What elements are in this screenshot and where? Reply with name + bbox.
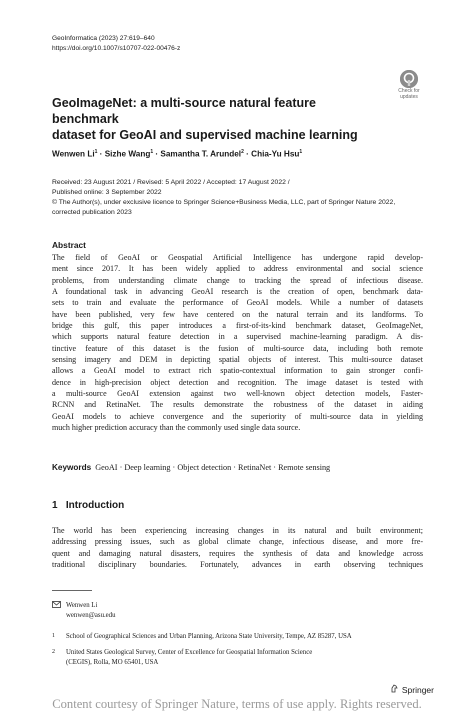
body-line: addressing pressing issues, such as global climate change, infectious disease, and more fre- bbox=[52, 537, 423, 547]
doi-link[interactable]: https://doi.org/10.1007/s10707-022-00476-z bbox=[52, 44, 181, 52]
corresponding-email[interactable]: wenwen@asu.edu bbox=[66, 611, 116, 619]
abstract-heading: Abstract bbox=[52, 240, 86, 250]
abstract-line: tinctive feature of this dataset is the fusion of multi-source data, including both remote bbox=[52, 343, 423, 353]
abstract-line: which supports natural feature detection in a supervised machine-learning paradigm. A dis- bbox=[52, 332, 423, 342]
affiliation-2 bbox=[52, 648, 422, 668]
author-separator: · bbox=[155, 149, 159, 159]
abstract-line: problems, from understanding climate change to tracking the spread of infectious disease. bbox=[52, 275, 423, 285]
author-name[interactable]: Samantha T. Arundel bbox=[160, 149, 242, 159]
affiliation-number: 2 bbox=[52, 649, 55, 655]
author-separator: · bbox=[246, 149, 249, 159]
body-line: The world has been experiencing increasing changes in its natural and built environment; bbox=[52, 526, 423, 535]
abstract-line: sensing imagery and DEM in depicting spatial objects of interest. This multi-source dataset bbox=[52, 355, 423, 365]
body-line: quent and damaging natural disasters, requires the synthesis of data and knowledge across bbox=[52, 548, 423, 558]
title-line: dataset for GeoAI and supervised machine learning bbox=[52, 128, 358, 142]
keyword: GeoAI bbox=[95, 463, 118, 472]
title-line: GeoImageNet: a multi-source natural feature benchmark bbox=[52, 96, 316, 126]
abstract-line: a multi-source GeoAI extension against two well-known object detection models, Faster- bbox=[52, 389, 423, 399]
crossmark-icon bbox=[400, 70, 418, 88]
affiliation-text: (CEGIS), Rolla, MO 65401, USA bbox=[66, 658, 159, 666]
abstract-line: bridge this gulf, this paper introduces a first-of-its-kind benchmark dataset, GeoImageNet, bbox=[52, 321, 423, 331]
correction-line: corrected publication 2023 bbox=[52, 209, 132, 216]
footnote-divider bbox=[52, 590, 92, 591]
keyword-separator: · bbox=[119, 463, 123, 472]
envelope-icon bbox=[52, 601, 61, 613]
author-name[interactable]: Chia-Yu Hsu bbox=[251, 149, 300, 159]
springer-horse-icon bbox=[390, 684, 399, 695]
keyword: Remote sensing bbox=[278, 463, 331, 472]
publisher-name: Springer bbox=[401, 684, 434, 695]
keyword-separator: · bbox=[273, 463, 277, 472]
keyword: Deep learning bbox=[124, 463, 171, 472]
section-heading bbox=[52, 500, 124, 511]
publication-dates bbox=[52, 178, 432, 218]
publisher-logo bbox=[390, 684, 434, 695]
keyword-separator: · bbox=[172, 463, 176, 472]
author-list bbox=[52, 149, 302, 159]
affiliation-mark: 1 bbox=[299, 149, 303, 155]
abstract-line: ment since 2017. It has been widely applied to address environmental and social science bbox=[52, 264, 423, 274]
author-name[interactable]: Wenwen Li bbox=[52, 149, 95, 159]
keyword: Object detection bbox=[177, 463, 232, 472]
abstract-line: RCNN and RetinaNet. The results demonstrate the robustness of the dataset in aiding bbox=[52, 400, 423, 410]
corresponding-author bbox=[52, 601, 422, 621]
abstract-line: much higher prediction accuracy than the commonly used single data source. bbox=[52, 423, 301, 433]
affiliation-1 bbox=[52, 632, 422, 642]
corresponding-name: Wenwen Li bbox=[66, 602, 98, 609]
article-title bbox=[52, 95, 382, 143]
abstract-line: GeoAI models to achieve convergence and the superiority of multi-source data in yielding bbox=[52, 411, 423, 421]
abstract-line: allows a GeoAI model to extract rich spatio-contextual information to gain stronger confi- bbox=[52, 366, 423, 376]
courtesy-watermark: Content courtesy of Springer Nature, terms of use apply. Rights reserved. bbox=[52, 697, 422, 711]
abstract-body bbox=[52, 252, 423, 434]
abstract-line: sets to train and evaluate the performance of GeoAI models. While a number of datasets bbox=[52, 298, 423, 308]
abstract-line: have been published, very few have centered on the natural terrain and its landforms. To bbox=[52, 309, 423, 319]
section-title: Introduction bbox=[65, 500, 125, 511]
abstract-line: dence in high-precision object detection and recognition. The image dataset is tested with bbox=[52, 377, 423, 387]
keywords-label: Keywords bbox=[52, 463, 92, 472]
dates-line: Published online: 3 September 2022 bbox=[52, 189, 162, 196]
affiliation-number: 1 bbox=[52, 633, 55, 639]
section-number: 1 bbox=[52, 500, 58, 511]
affiliation-mark: 2 bbox=[241, 149, 244, 155]
author-separator: · bbox=[99, 149, 103, 159]
copyright-line: © The Author(s), under exclusive licence to Springer Science+Business Media, LLC, part of Springer Nature 2022, bbox=[52, 199, 396, 206]
introduction-body bbox=[52, 525, 423, 570]
keywords bbox=[52, 463, 330, 472]
abstract-line: A foundational task in advancing GeoAI research is the creation of open, benchmark data- bbox=[52, 287, 423, 297]
journal-header bbox=[52, 34, 180, 53]
body-line: traditional disciplinary boundaries. Fortunately, advances in earth observing techniques bbox=[52, 560, 423, 570]
check-for-updates-badge[interactable] bbox=[395, 70, 423, 106]
badge-label: Check for updates bbox=[398, 88, 420, 100]
keyword-separator: · bbox=[233, 463, 236, 472]
journal-citation: GeoInformatica (2023) 27:619–640 bbox=[52, 35, 155, 42]
affiliation-text: School of Geographical Sciences and Urban Planning, Arizona State University, Tempe, AZ 85287, USA bbox=[66, 633, 352, 640]
author-name[interactable]: Sizhe Wang bbox=[104, 149, 151, 159]
dates-line: Received: 23 August 2021 / Revised: 5 April 2022 / Accepted: 17 August 2022 / bbox=[52, 179, 290, 186]
affiliation-text: United States Geological Survey, Center of Excellence for Geospatial Information Science bbox=[66, 649, 313, 656]
affiliation-mark: 1 bbox=[150, 149, 154, 155]
abstract-line: The field of GeoAI or Geospatial Artificial Intelligence has undergone rapid develop- bbox=[52, 253, 423, 262]
keyword: RetinaNet bbox=[238, 463, 272, 472]
affiliation-mark: 1 bbox=[94, 149, 98, 155]
